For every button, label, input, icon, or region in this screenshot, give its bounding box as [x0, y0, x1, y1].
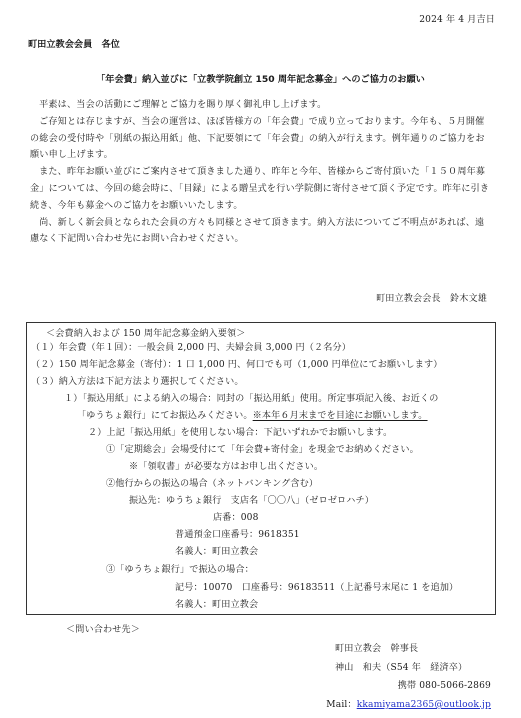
- contact-mail-line: [326, 699, 491, 711]
- addressee: 町田立教会会員 各位: [28, 39, 120, 50]
- branch-number: 店番：008: [213, 513, 259, 523]
- item-anniversary-fund: （２）150 周年記念募金（寄付）：1 口 1,000 円、何口でも可（1,000 円単位にてお願いします）: [31, 360, 443, 370]
- paragraph-anniversary-fund: また、昨年お願い並びにご案内させて頂きました通り、昨年と今年、皆様からご寄付頂いた「１５０周年募金」については、今回の総会時に、「目録」による贈呈式を行い学院側に寄付させて頂く予定です。昨年に引き続き、今年も募金へのご協力をお願いいたします。: [30, 167, 490, 211]
- guidelines-heading: ＜会費納入および 150 周年記念募金納入要領＞: [46, 329, 246, 339]
- paragraph-annual-fee: ご存知とは存じますが、当会の運営は、ほぼ皆様方の「年会費」で成り立っております。今年も、５月開催の総会の受付時や「別紙の振込用紙」他、下記要領にて「年会費」の納入が行えます。例年通りのご協力をお願い申し上げます。: [30, 116, 485, 161]
- contact-phone: 携帯 080-5066-2869: [397, 681, 491, 691]
- deadline-note: ※本年６月末までを目途にお願いします。: [252, 411, 428, 421]
- method-transfer-slip: １）「振込用紙」による納入の場合：同封の「振込用紙」使用。所定事項記入後、お近くの: [64, 394, 439, 404]
- paragraph-greeting: 平素は、当会の活動にご理解とご協力を賜り厚く御礼申し上げます。: [39, 100, 327, 110]
- bank-destination: 振込先：ゆうちょ銀行 支店名「〇〇八」（ゼロゼロハチ）: [129, 496, 375, 506]
- letter-date: 2024 年 4 月吉日: [419, 15, 495, 25]
- method-alternative: ２）上記「振込用紙」を使用しない場合：下記いずれかでお願いします。: [88, 428, 393, 438]
- paragraph-new-members: 尚、新しく新会員となられた会員の方々も同様とさせて頂きます。納入方法についてご不明点があれば、遠慮なく下記問い合わせ先にお問い合わせください。: [30, 217, 485, 245]
- contact-heading: ＜問い合わせ先＞: [66, 625, 140, 635]
- letter-body: [30, 97, 492, 248]
- contact-organization: 町田立教会 幹事長: [335, 644, 419, 654]
- contact-name: 神山 和夫（S54 年 経済卒）: [335, 663, 468, 673]
- mail-label: Mail：: [326, 700, 357, 710]
- yucho-account-holder: 名義人：町田立教会: [175, 600, 259, 610]
- account-holder: 名義人：町田立教会: [175, 547, 259, 557]
- option-other-bank: ②他行からの振込の場合（ネットバンキング含む）: [106, 479, 319, 489]
- item-annual-fee: （１）年会費（年１回）：一般会員 2,000 円、夫婦会員 3,000 円（２名分）: [31, 343, 352, 353]
- option-yucho-bank: ③「ゆうちょ銀行」で振込の場合：: [106, 565, 254, 575]
- letter-title: 「年会費」納入並びに「立教学院創立 150 周年記念募金」へのご協力のお願い: [96, 74, 425, 85]
- option-general-meeting: ①「定期総会」会場受付にて「年会費+寄付金」を現金でお納めください。: [106, 445, 419, 455]
- mail-link[interactable]: kkamiyama2365@outlook.jp: [356, 700, 491, 710]
- item-payment-method: （３）納入方法は下記方法より選択してください。: [31, 377, 244, 387]
- account-number: 普通預金口座番号：9618351: [175, 530, 300, 540]
- president-signature: 町田立教会会長 鈴木文雄: [376, 294, 487, 304]
- method-transfer-slip-cont: [77, 410, 428, 422]
- yucho-symbol-number: 記号：10070 口座番号：96183511（上記番号末尾に 1 を追加）: [175, 583, 459, 593]
- receipt-note: ※「領収書」が必要な方はお申し出ください。: [129, 462, 324, 472]
- transfer-slip-instruction: 「ゆうちょ銀行」にてお振込みください。: [77, 411, 253, 421]
